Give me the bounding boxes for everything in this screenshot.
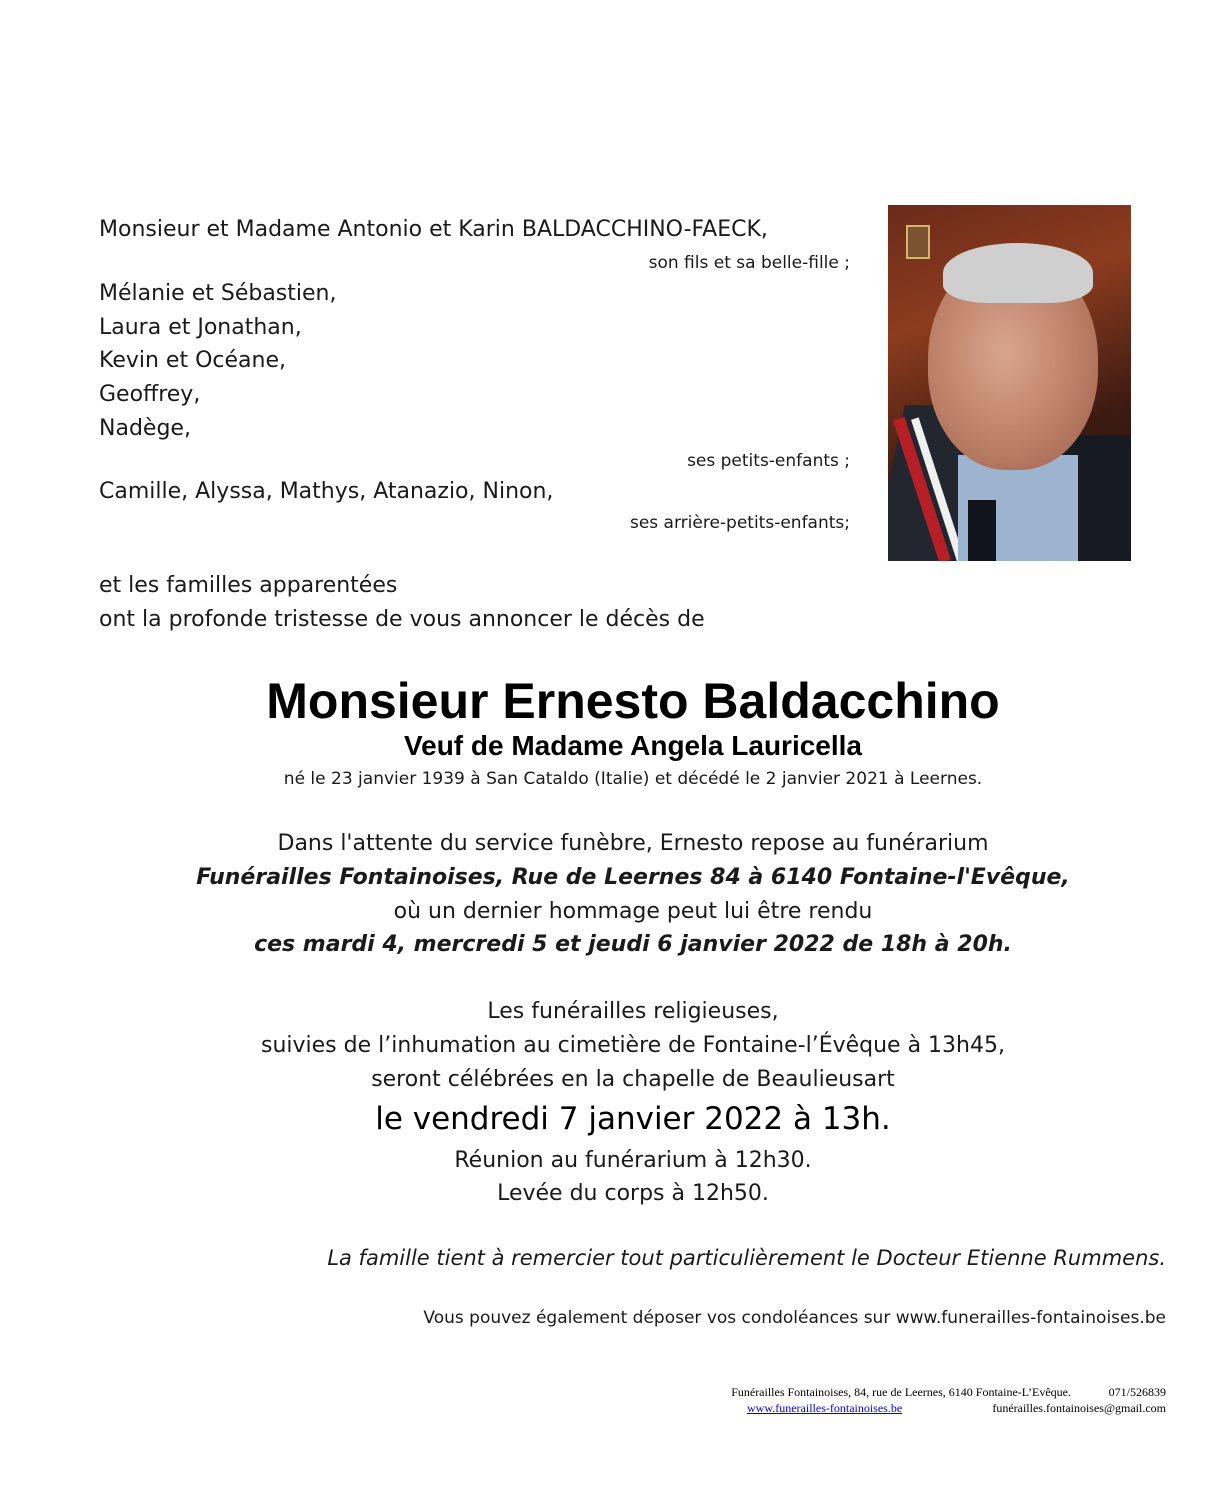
- parents-line: Monsieur et Madame Antonio et Karin BALDACCHINO-FAECK,: [99, 217, 768, 242]
- great-grandchildren-role: ses arrière-petits-enfants;: [629, 513, 850, 533]
- relatives-line: et les familles apparentées: [99, 573, 398, 598]
- announcement-line: ont la profonde tristesse de vous annoncer le décès de: [99, 607, 705, 632]
- website-link[interactable]: www.funerailles-fontainoises.be: [747, 1401, 903, 1415]
- funeral-line: seront célébrées en la chapelle de Beaulieusart: [371, 1067, 895, 1092]
- thanks-line: La famille tient à remercier tout particulièrement le Docteur Etienne Rummens.: [327, 1246, 1166, 1270]
- grandchild-line: Nadège,: [99, 416, 191, 441]
- funeral-date: le vendredi 7 janvier 2022 à 13h.: [375, 1101, 891, 1137]
- birth-death-line: né le 23 janvier 1939 à San Cataldo (Italie) et décédé le 2 janvier 2021 à Leernes.: [283, 769, 983, 789]
- portrait-photo: [888, 205, 1131, 561]
- grandchild-line: Mélanie et Sébastien,: [99, 281, 337, 306]
- grandchildren-role: ses petits-enfants ;: [687, 451, 850, 471]
- viewing-place: Funérailles Fontainoises, Rue de Leernes 84 à 6140 Fontaine-l'Evêque,: [196, 865, 1070, 890]
- footer-website-link[interactable]: [747, 1400, 902, 1416]
- viewing-dates: ces mardi 4, mercredi 5 et jeudi 6 janvier 2022 de 18h à 20h.: [254, 932, 1012, 957]
- footer-phone: 071/526839: [1108, 1385, 1166, 1399]
- funeral-departure: Levée du corps à 12h50.: [497, 1181, 769, 1206]
- footer-email: funérailles.fontainoises@gmail.com: [992, 1401, 1166, 1415]
- viewing-line: Dans l'attente du service funèbre, Ernesto repose au funérarium: [277, 831, 989, 856]
- condolences-line: Vous pouvez également déposer vos condoléances sur www.funerailles-fontainoises.be: [423, 1308, 1166, 1328]
- widower-line: Veuf de Madame Angela Lauricella: [403, 730, 862, 761]
- footer-address: Funérailles Fontainoises, 84, rue de Leernes, 6140 Fontaine-L’Evêque.: [731, 1385, 1071, 1399]
- deceased-name: Monsieur Ernesto Baldacchino: [266, 673, 1000, 729]
- grandchild-line: Kevin et Océane,: [99, 348, 286, 373]
- great-grandchildren-line: Camille, Alyssa, Mathys, Atanazio, Ninon,: [99, 479, 554, 504]
- parents-role: son fils et sa belle-fille ;: [648, 253, 850, 273]
- funeral-meeting: Réunion au funérarium à 12h30.: [454, 1148, 812, 1173]
- grandchild-line: Geoffrey,: [99, 382, 201, 407]
- funeral-line: Les funérailles religieuses,: [487, 999, 779, 1024]
- grandchild-line: Laura et Jonathan,: [99, 315, 302, 340]
- funeral-line: suivies de l’inhumation au cimetière de Fontaine-l’Évêque à 13h45,: [261, 1033, 1005, 1058]
- viewing-line: où un dernier hommage peut lui être rendu: [393, 899, 873, 924]
